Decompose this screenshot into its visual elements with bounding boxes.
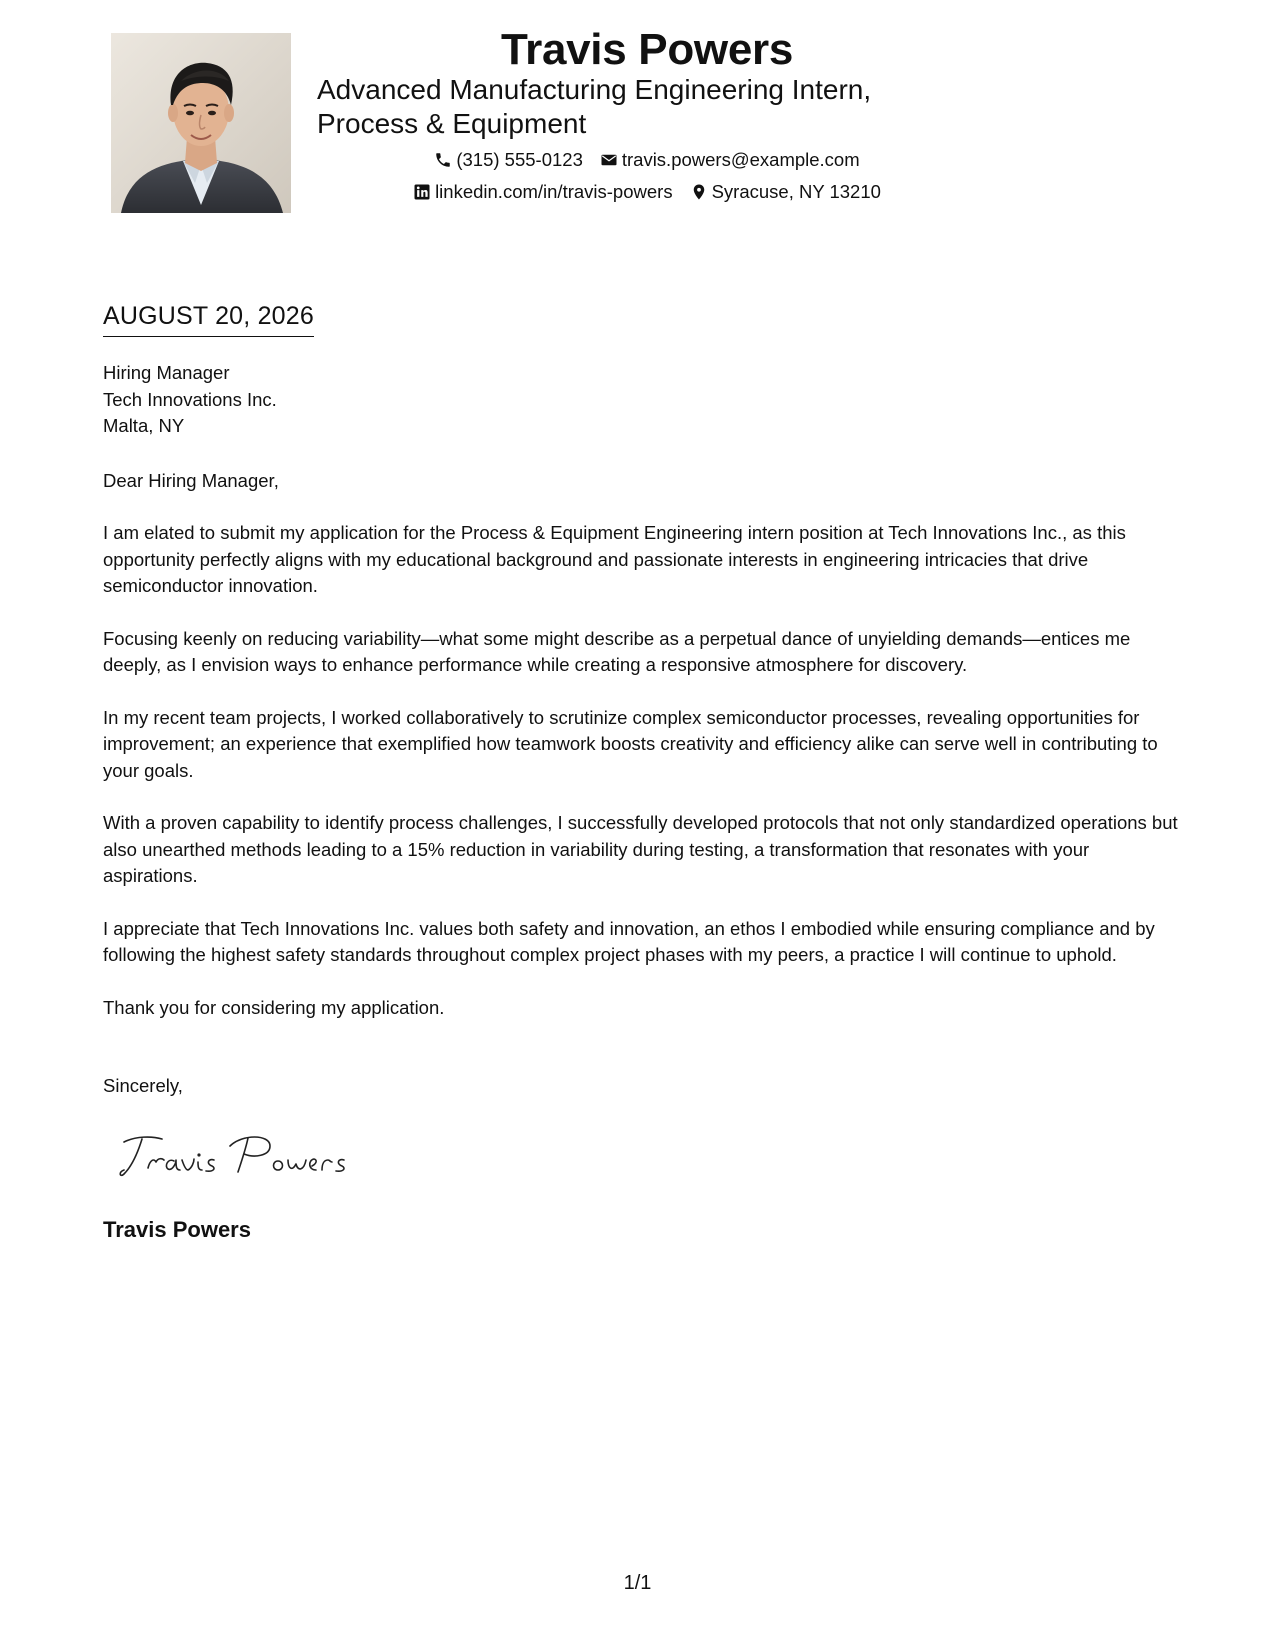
linkedin-icon [413, 183, 431, 201]
recipient-location: Malta, NY [103, 415, 185, 436]
page-number: 1/1 [623, 1572, 652, 1594]
portrait-illustration [111, 33, 291, 213]
body-paragraph: With a proven capability to identify process challenges, I successfully developed protocols that not only standardized operations but also unearthed methods leading to a 15% reduction in variability during testing, a transformation that resonates with your aspirations. [103, 812, 1178, 886]
salutation: Dear Hiring Manager, [103, 470, 279, 491]
body-paragraph: In my recent team projects, I worked collaboratively to scrutinize complex semiconductor processes, revealing opportunities for improvement; an experience that exemplified how teamwork boosts creativity and efficiency alike can serve well in contributing to your goals. [103, 706, 1158, 781]
candidate-name: Travis Powers [500, 25, 794, 74]
linkedin-url[interactable]: linkedin.com/in/travis-powers [435, 181, 673, 202]
signer-name: Travis Powers [103, 1217, 251, 1242]
contact-phone [434, 148, 583, 172]
body-paragraph: Focusing keenly on reducing variability—what some might describe as a perpetual dance of unyielding demands—entices me deeply, as I envision ways to enhance performance while creating a responsive atmosphere for discovery. [103, 627, 1131, 675]
contact-email [600, 148, 860, 172]
contact-location [690, 180, 881, 204]
job-headline [317, 73, 957, 141]
profile-photo [111, 33, 291, 213]
phone-number: (315) 555-0123 [456, 149, 583, 170]
body-paragraph: Thank you for considering my application. [103, 996, 445, 1018]
map-marker-icon [690, 183, 708, 201]
phone-icon [434, 151, 452, 169]
letter-date: AUGUST 20, 2026 [103, 300, 314, 337]
headline-line-2: Process & Equipment [317, 108, 587, 139]
email-address[interactable]: travis.powers@example.com [621, 149, 860, 170]
recipient-company: Tech Innovations Inc. [103, 388, 277, 410]
body-paragraph: I am elated to submit my application for the Process & Equipment Engineering intern position at Tech Innovations Inc., as this opportunity perfectly aligns with my educational background and passionate interests in engineering intricacies that drive semiconductor innovation. [103, 522, 1126, 596]
recipient-title: Hiring Manager [103, 362, 230, 383]
body-paragraph: I appreciate that Tech Innovations Inc. values both safety and innovation, an ethos I embodied while ensuring compliance and by following the highest safety standards throughout complex project phases with my peers, a practice I will continue to uphold. [103, 917, 1155, 965]
contact-linkedin [413, 180, 673, 204]
closing: Sincerely, [103, 1075, 183, 1096]
handwritten-signature [118, 1128, 348, 1184]
envelope-icon [600, 151, 618, 169]
location-text: Syracuse, NY 13210 [711, 181, 881, 202]
letter-body [103, 520, 1178, 1047]
headline-line-1: Advanced Manufacturing Engineering Intern, [317, 74, 872, 105]
contact-row-2 [317, 180, 977, 204]
contact-row-1 [317, 148, 977, 172]
recipient-block [103, 360, 277, 440]
